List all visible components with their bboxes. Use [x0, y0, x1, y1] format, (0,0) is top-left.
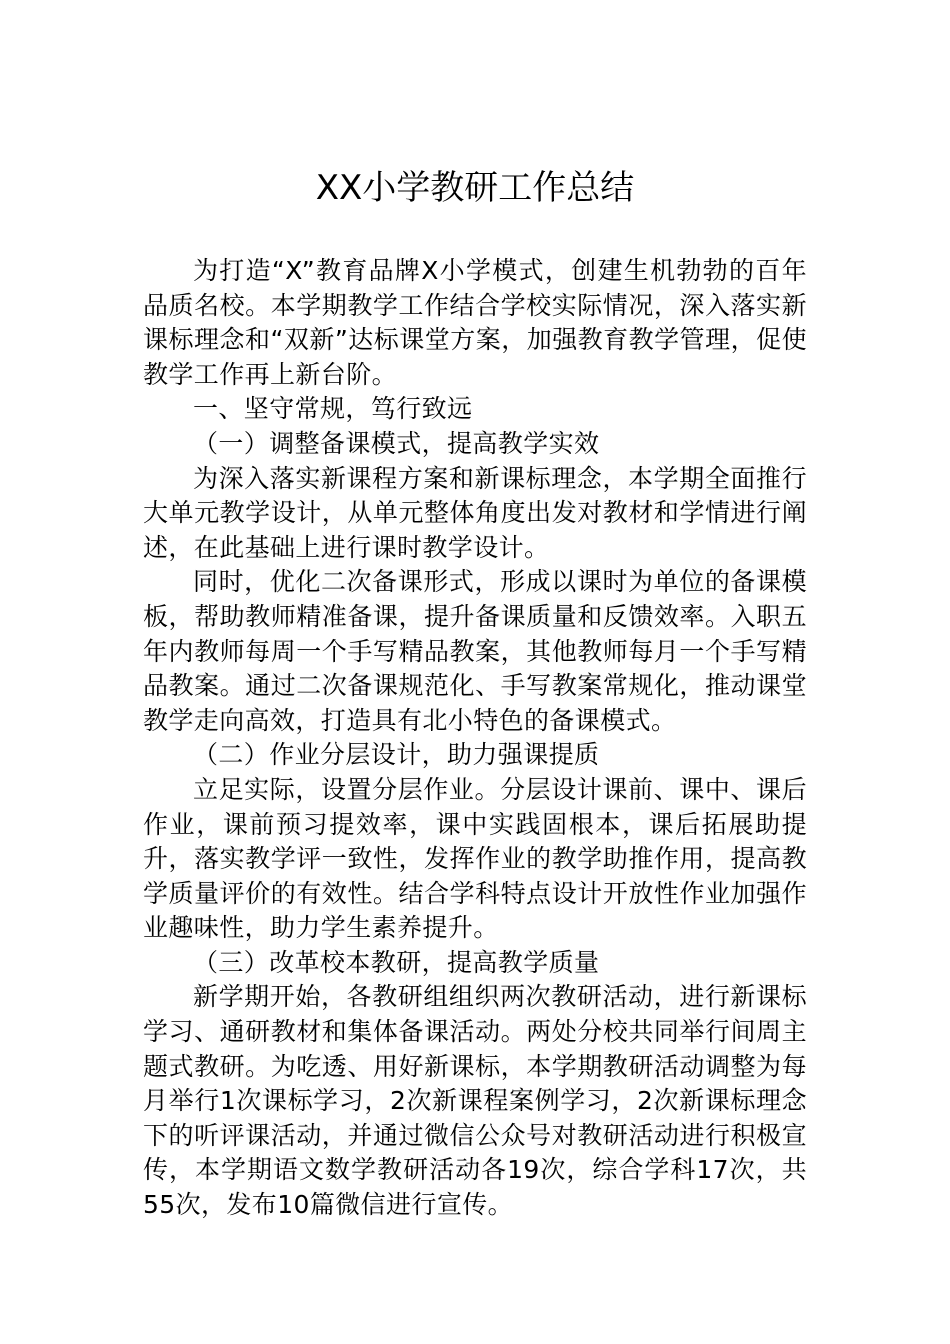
subsection-heading-1: （一）调整备课模式，提高教学实效	[193, 428, 600, 458]
body-paragraph: 新学期开始，各教研组组织两次教研活动，进行新课标学习、通研教材和集体备课活动。两处分校共同举行间周主题式教研。为吃透、用好新课标，本学期教研活动调整为每月举行1次课标学习，2次新课程案例学习，2次新课标理念下的听评课活动，并通过微信公众号对教研活动进行积极宣传，本学期语文数学教研活动各19次，综合学科17次，共55次，发布10篇微信进行宣传。	[143, 982, 807, 1220]
subsection-heading-2: （二）作业分层设计，助力强课提质	[193, 740, 600, 770]
body-paragraph: 同时，优化二次备课形式，形成以课时为单位的备课模板，帮助教师精准备课，提升备课质量和反馈效率。入职五年内教师每周一个手写精品教案，其他教师每月一个手写精品教案。通过二次备课规范化、手写教案常规化，推动课堂教学走向高效，打造具有北小特色的备课模式。	[143, 567, 807, 735]
body-paragraph: 立足实际，设置分层作业。分层设计课前、课中、课后作业，课前预习提效率，课中实践固根本，课后拓展助提升，落实教学评一致性，发挥作业的教学助推作用，提高教学质量评价的有效性。结合学科特点设计开放性作业加强作业趣味性，助力学生素养提升。	[143, 774, 807, 943]
intro-paragraph: 为打造“X”教育品牌X小学模式，创建生机勃勃的百年品质名校。本学期教学工作结合学校实际情况，深入落实新课标理念和“双新”达标课堂方案，加强教育教学管理，促使教学工作再上新台阶。	[143, 256, 807, 389]
section-heading-1: 一、坚守常规，笃行致远	[193, 394, 473, 424]
document-title: XX小学教研工作总结	[315, 168, 635, 208]
document-body	[143, 254, 807, 1223]
body-paragraph: 为深入落实新课程方案和新课标理念，本学期全面推行大单元教学设计，从单元整体角度出发对教材和学情进行阐述，在此基础上进行课时教学设计。	[143, 463, 807, 562]
subsection-heading-3: （三）改革校本教研，提高教学质量	[193, 947, 600, 977]
